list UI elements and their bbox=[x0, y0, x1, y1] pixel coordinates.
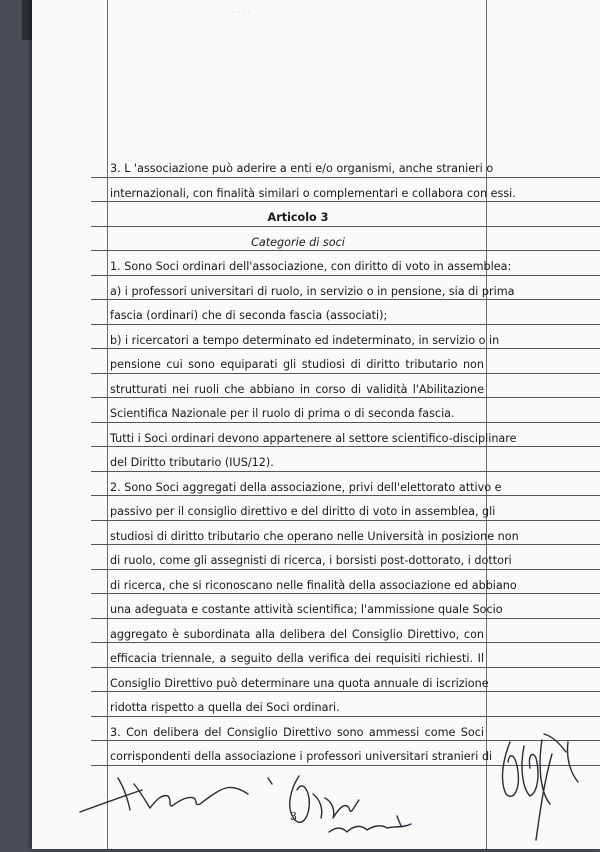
text-line: 3. Con delibera del Consiglio Direttivo sono ammessi come Soci bbox=[107, 721, 486, 746]
scan-artifact: · · · · bbox=[232, 8, 250, 17]
text-line: fascia (ordinari) che di seconda fascia (associati); bbox=[107, 304, 486, 329]
signature-center-icon bbox=[277, 768, 437, 848]
text-line: studiosi di diritto tributario che operano nelle Università in posizione non bbox=[107, 525, 486, 550]
text-line: internazionali, con finalità similari o complementari e collabora con essi. bbox=[107, 182, 486, 207]
document-page bbox=[32, 0, 600, 849]
text-line: pensione cui sono equiparati gli studiosi di diritto tributario non bbox=[107, 353, 486, 378]
text-line: di ricerca, che si riconoscano nelle finalità della associazione ed abbiano bbox=[107, 574, 486, 599]
signature-right-icon bbox=[480, 722, 600, 852]
text-line: efficacia triennale, a seguito della verifica dei requisiti richiesti. Il bbox=[107, 647, 486, 672]
text-line: passivo per il consiglio direttivo e del diritto di voto in assemblea, gli bbox=[107, 500, 486, 525]
text-line: Tutti i Soci ordinari devono appartenere al settore scientifico-disciplinare bbox=[107, 427, 486, 452]
text-line: una adeguata e costante attività scientifica; l'ammissione quale Socio bbox=[107, 598, 486, 623]
text-line: corrispondenti della associazione i professori universitari stranieri di bbox=[107, 745, 486, 770]
text-line: Consiglio Direttivo può determinare una quota annuale di iscrizione bbox=[107, 672, 486, 697]
text-line: a) i professori universitari di ruolo, in servizio o in pensione, sia di prima bbox=[107, 280, 486, 305]
text-line: ridotta rispetto a quella dei Soci ordinari. bbox=[107, 696, 486, 721]
text-line: b) i ricercatori a tempo determinato ed indeterminato, in servizio o in bbox=[107, 329, 486, 354]
page-number: 3 bbox=[290, 810, 297, 823]
signature-left-icon bbox=[72, 760, 292, 830]
text-line: del Diritto tributario (IUS/12). bbox=[107, 451, 486, 476]
text-line: Articolo 3 bbox=[107, 206, 486, 231]
text-line: strutturati nei ruoli che abbiano in corso di validità l'Abilitazione bbox=[107, 378, 486, 403]
text-line: 2. Sono Soci aggregati della associazione, privi dell'elettorato attivo e bbox=[107, 476, 486, 501]
text-line: aggregato è subordinata alla delibera del Consiglio Direttivo, con bbox=[107, 623, 486, 648]
text-line: di ruolo, come gli assegnisti di ricerca, i borsisti post-dottorato, i dottori bbox=[107, 549, 486, 574]
document-body bbox=[107, 157, 519, 770]
text-line: 1. Sono Soci ordinari dell'associazione, con diritto di voto in assemblea: bbox=[107, 255, 486, 280]
text-line: Scientifica Nazionale per il ruolo di prima o di seconda fascia. bbox=[107, 402, 486, 427]
text-line: Categorie di soci bbox=[107, 231, 486, 256]
text-line: 3. L 'associazione può aderire a enti e/o organismi, anche stranieri o bbox=[107, 157, 486, 182]
